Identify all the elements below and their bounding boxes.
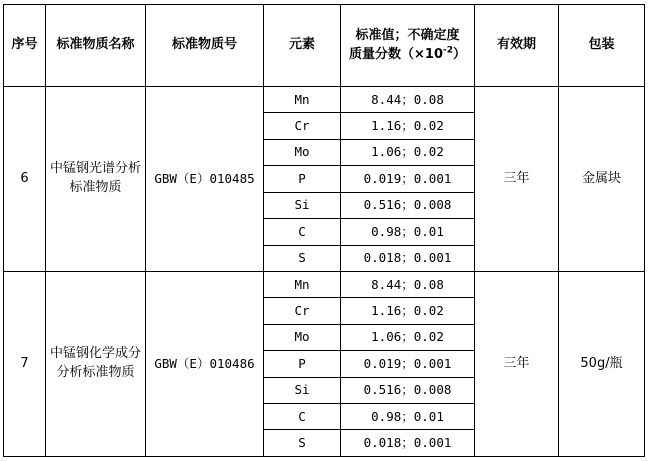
element-cell: S <box>264 245 341 271</box>
value-cell: 0.516；0.008 <box>341 192 475 218</box>
header-value-line1: 标准值；不确定度 <box>355 27 460 43</box>
element-cell: C <box>264 219 341 245</box>
element-cell: Cr <box>264 113 341 139</box>
seq-cell: 7 <box>4 271 46 456</box>
package-cell: 50g/瓶 <box>559 271 645 456</box>
value-cell: 0.019；0.001 <box>341 166 475 192</box>
value-cell: 0.516；0.008 <box>341 377 475 403</box>
value-cell: 1.16；0.02 <box>341 113 475 139</box>
header-package: 包装 <box>559 5 645 87</box>
value-cell: 0.98；0.01 <box>341 404 475 430</box>
header-element: 元素 <box>264 5 341 87</box>
header-code: 标准物质号 <box>146 5 264 87</box>
value-cell: 1.06；0.02 <box>341 324 475 350</box>
material-code-cell: GBW（E）010485 <box>146 87 264 272</box>
element-cell: S <box>264 430 341 457</box>
seq-cell: 6 <box>4 87 46 272</box>
value-cell: 0.98；0.01 <box>341 219 475 245</box>
element-cell: P <box>264 166 341 192</box>
material-code-cell: GBW（E）010486 <box>146 271 264 456</box>
value-cell: 1.16；0.02 <box>341 298 475 324</box>
material-name-cell: 中锰钢化学成分分析标准物质 <box>46 271 146 456</box>
element-cell: C <box>264 404 341 430</box>
value-cell: 8.44；0.08 <box>341 271 475 297</box>
header-value-exponent: -2 <box>442 45 453 56</box>
table-row <box>4 271 645 297</box>
validity-cell: 三年 <box>475 271 559 456</box>
element-cell: Si <box>264 377 341 403</box>
header-name: 标准物质名称 <box>46 5 146 87</box>
element-cell: P <box>264 351 341 377</box>
validity-cell: 三年 <box>475 87 559 272</box>
header-row <box>4 5 645 87</box>
header-seq: 序号 <box>4 5 46 87</box>
header-validity: 有效期 <box>475 5 559 87</box>
header-value-line2-suffix: ） <box>452 46 466 62</box>
element-cell: Mn <box>264 271 341 297</box>
material-name-cell: 中锰钢光谱分析标准物质 <box>46 87 146 272</box>
value-cell: 0.018；0.001 <box>341 430 475 457</box>
header-value-line2-prefix: 质量分数（×10 <box>349 46 443 62</box>
reference-material-table <box>3 4 645 457</box>
header-value <box>341 5 475 87</box>
element-cell: Mo <box>264 324 341 350</box>
element-cell: Mn <box>264 87 341 113</box>
element-cell: Mo <box>264 139 341 165</box>
value-cell: 0.019；0.001 <box>341 351 475 377</box>
element-cell: Si <box>264 192 341 218</box>
element-cell: Cr <box>264 298 341 324</box>
value-cell: 8.44；0.08 <box>341 87 475 113</box>
value-cell: 0.018；0.001 <box>341 245 475 271</box>
value-cell: 1.06；0.02 <box>341 139 475 165</box>
package-cell: 金属块 <box>559 87 645 272</box>
table-row <box>4 87 645 113</box>
